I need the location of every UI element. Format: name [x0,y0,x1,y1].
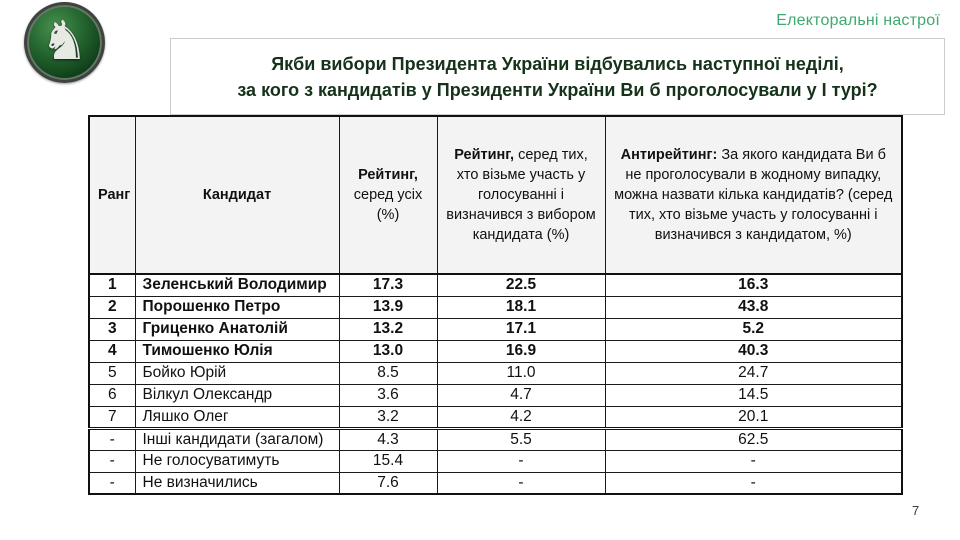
cell-rank: 6 [89,384,135,406]
cell-antirating: - [605,450,902,472]
rating-group-logo [24,2,105,83]
knight-chess-icon: ♞ [40,8,89,72]
cell-candidate: Зеленський Володимир [135,274,339,296]
cell-antirating: 62.5 [605,428,902,450]
cell-rating-all: 13.9 [339,296,437,318]
cell-antirating: 24.7 [605,362,902,384]
cell-rating-all: 4.3 [339,428,437,450]
table-row [89,340,902,362]
cell-candidate: Порошенко Петро [135,296,339,318]
cell-rank: 1 [89,274,135,296]
header-rating-all: Рейтинг, серед усіх (%) [339,116,437,274]
question-title-line1: Якби вибори Президента України відбувались наступної неділі, [271,53,844,74]
cell-rating-all: 13.0 [339,340,437,362]
cell-rating-voters: - [437,472,605,494]
table-header-row [89,116,902,274]
question-title-box [170,38,945,115]
cell-rating-voters: 22.5 [437,274,605,296]
cell-candidate: Ляшко Олег [135,406,339,428]
cell-rating-all: 15.4 [339,450,437,472]
header-rating-voters: Рейтинг, серед тих, хто візьме участь у голосуванні і визначився з вибором кандидата (%) [437,116,605,274]
table-header [89,116,902,274]
cell-rating-all: 7.6 [339,472,437,494]
cell-antirating: 5.2 [605,318,902,340]
table-row [89,296,902,318]
cell-candidate: Не визначились [135,472,339,494]
cell-rating-voters: 4.2 [437,406,605,428]
cell-candidate: Вілкул Олександр [135,384,339,406]
cell-rank: 2 [89,296,135,318]
table-row [89,274,902,296]
cell-rating-voters: - [437,450,605,472]
table-row [89,450,902,472]
cell-rating-voters: 16.9 [437,340,605,362]
cell-rating-all: 8.5 [339,362,437,384]
cell-antirating: - [605,472,902,494]
cell-rank: - [89,428,135,450]
cell-candidate: Не голосуватимуть [135,450,339,472]
table-body-main [89,274,902,428]
cell-candidate: Бойко Юрій [135,362,339,384]
cell-rating-voters: 5.5 [437,428,605,450]
header-candidate: Кандидат [135,116,339,274]
cell-antirating: 16.3 [605,274,902,296]
cell-candidate: Тимошенко Юлія [135,340,339,362]
cell-rating-voters: 17.1 [437,318,605,340]
table-row [89,472,902,494]
page-number: 7 [912,503,920,518]
cell-rank: 5 [89,362,135,384]
table-row [89,428,902,450]
poll-table-container [88,115,903,495]
cell-antirating: 43.8 [605,296,902,318]
brand-heading: Електоральні настрої [776,12,940,29]
table-body-summary [89,428,902,494]
header-rank: Ранг [89,116,135,274]
cell-rating-voters: 11.0 [437,362,605,384]
cell-rank: 3 [89,318,135,340]
cell-rating-all: 17.3 [339,274,437,296]
cell-rating-all: 13.2 [339,318,437,340]
cell-rating-all: 3.2 [339,406,437,428]
cell-candidate: Гриценко Анатолій [135,318,339,340]
poll-results-table [88,115,903,495]
table-row [89,318,902,340]
question-title-line2: за кого з кандидатів у Президенти України Ви б проголосували у І турі? [237,79,878,100]
cell-rating-voters: 4.7 [437,384,605,406]
cell-antirating: 40.3 [605,340,902,362]
cell-candidate: Інші кандидати (загалом) [135,428,339,450]
table-row [89,384,902,406]
cell-antirating: 20.1 [605,406,902,428]
table-row [89,406,902,428]
cell-rank: - [89,450,135,472]
cell-rank: - [89,472,135,494]
cell-rating-voters: 18.1 [437,296,605,318]
cell-rating-all: 3.6 [339,384,437,406]
header-antirating: Антирейтинг: За якого кандидата Ви б не проголосували в жодному випадку, можна назвати кілька кандидатів? (серед тих, хто візьме участь у голосуванні і визначився з кандидатом, %) [605,116,902,274]
table-row [89,362,902,384]
cell-rank: 4 [89,340,135,362]
cell-rank: 7 [89,406,135,428]
cell-antirating: 14.5 [605,384,902,406]
